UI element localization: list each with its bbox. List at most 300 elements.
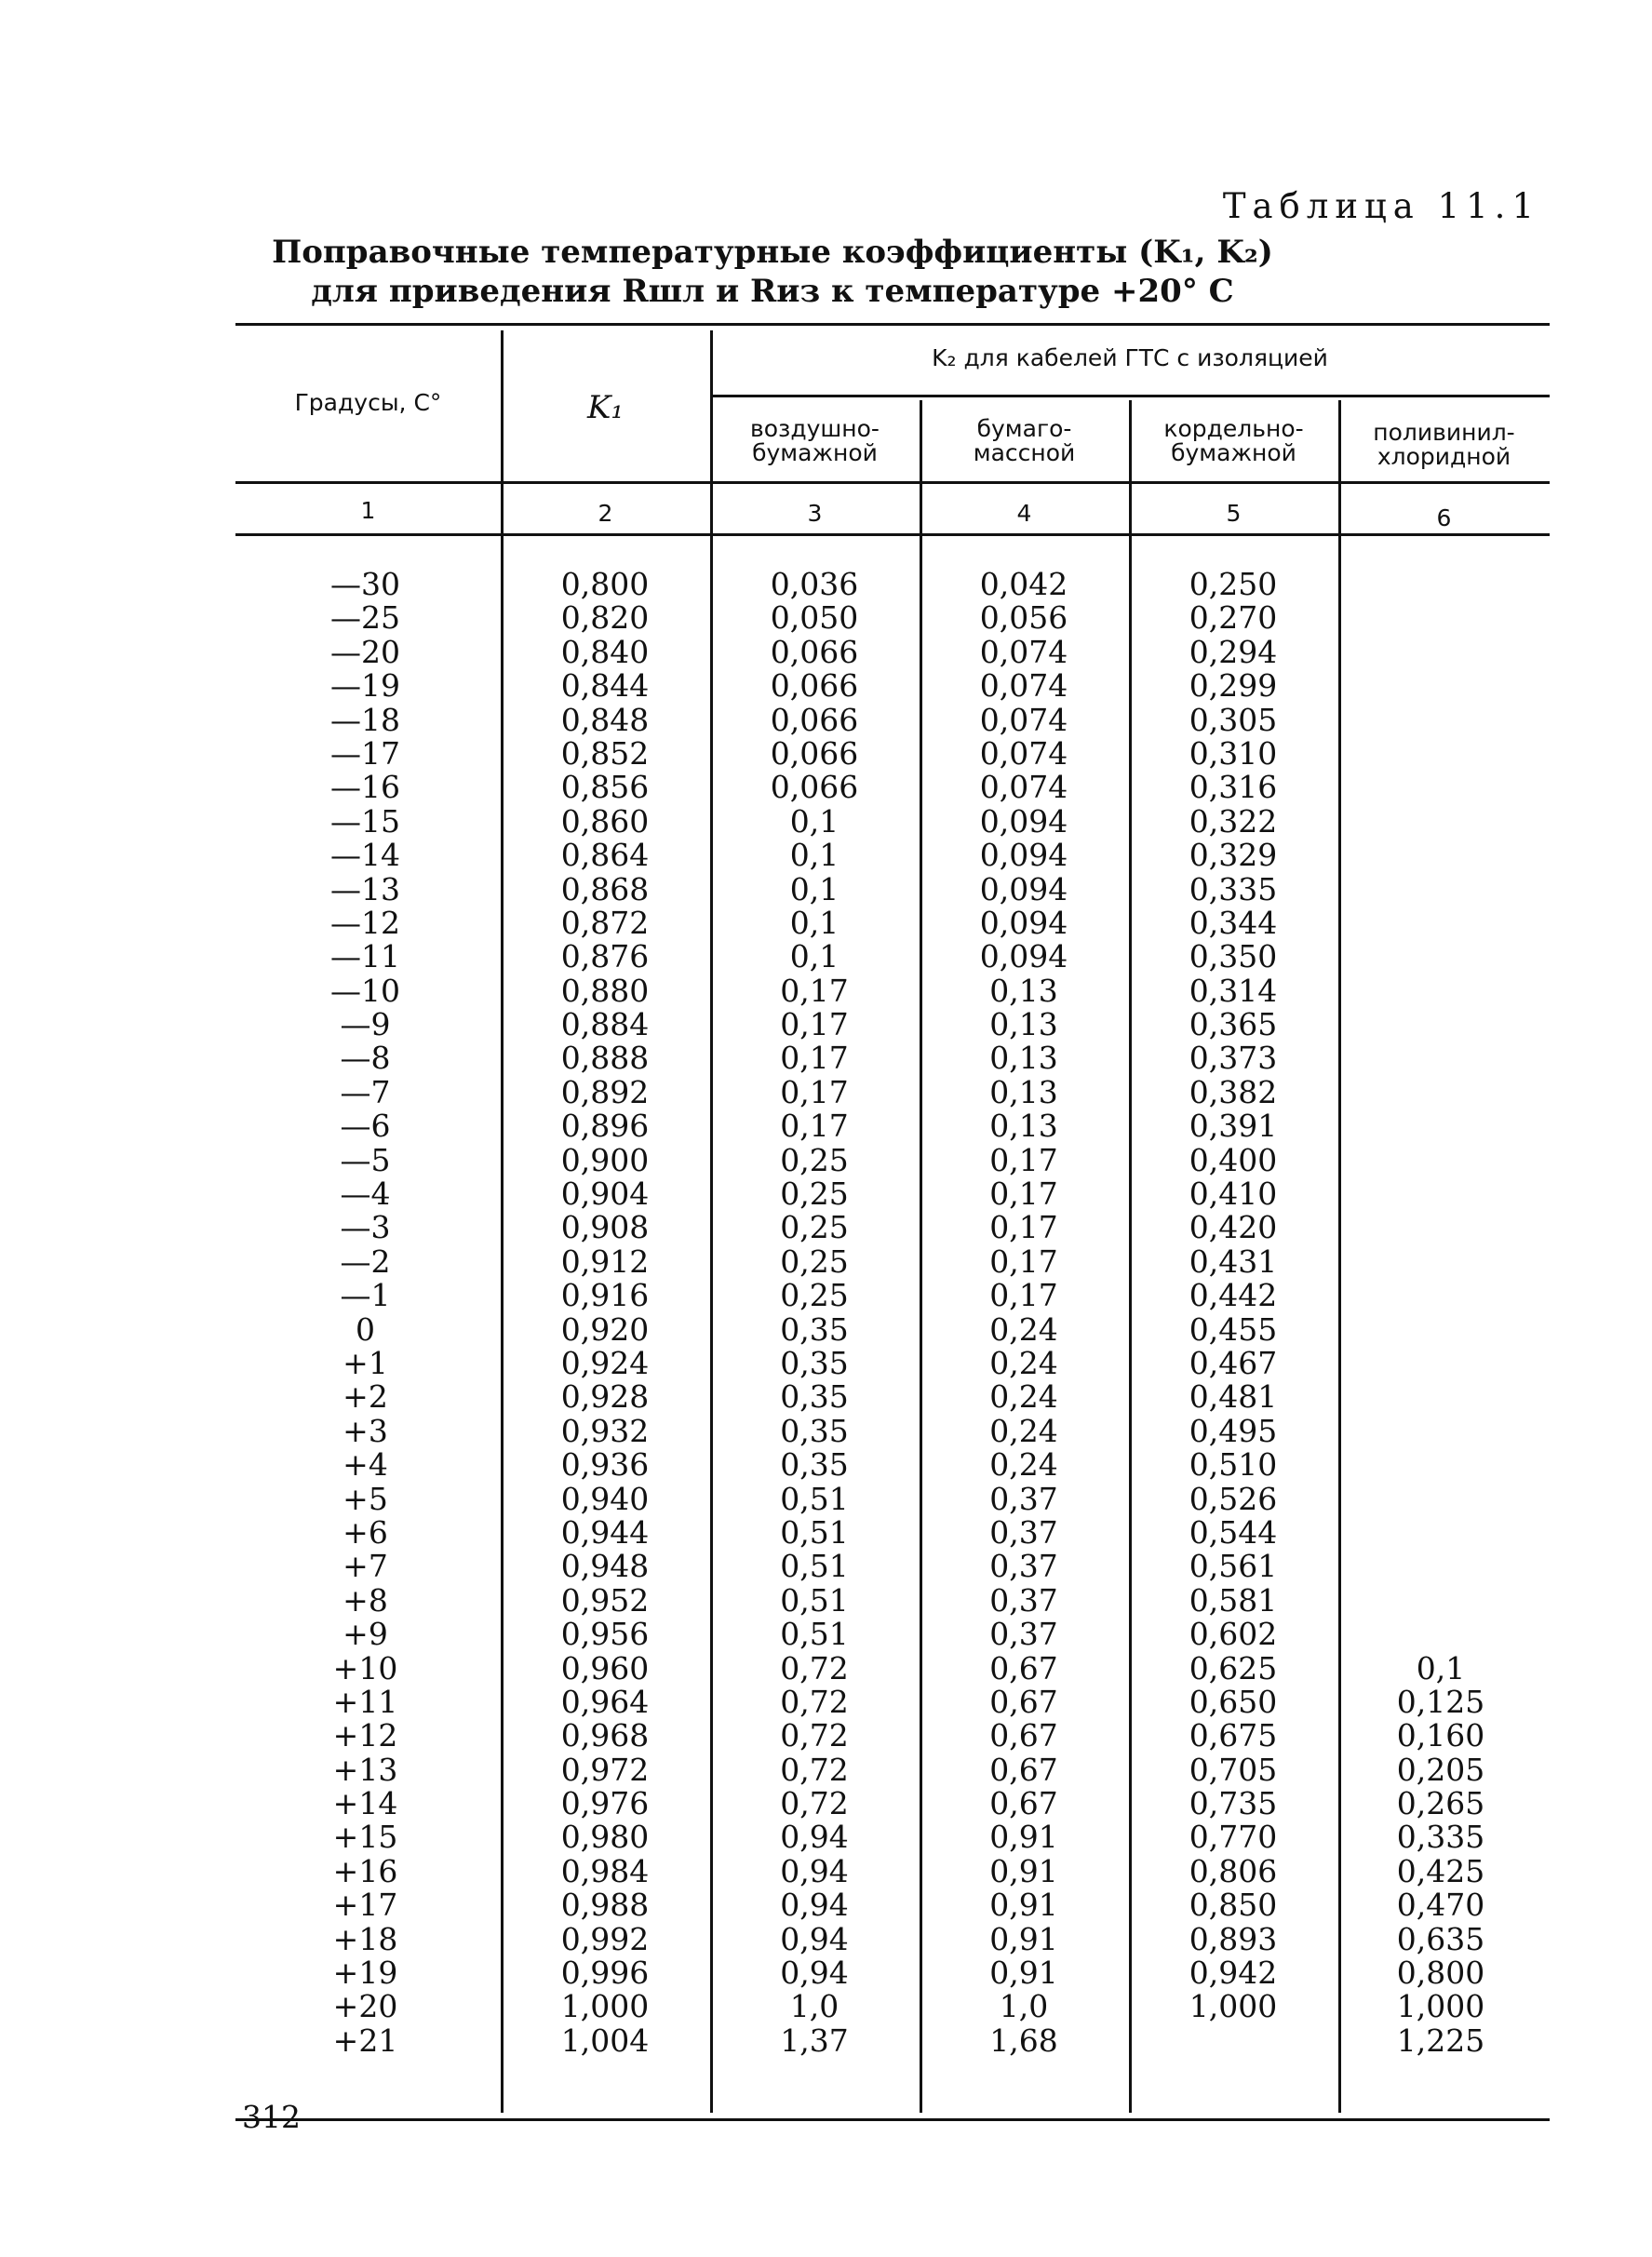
table-cell: 0,72 [780, 1683, 849, 1720]
table-cell: 0,800 [1396, 1955, 1485, 1992]
table-cell: 0,074 [979, 633, 1068, 670]
table-cell: 0,13 [989, 972, 1058, 1009]
table-cell: 0,67 [989, 1683, 1058, 1720]
table-cell: —5 [340, 1141, 391, 1178]
header-pvc [1338, 421, 1550, 469]
column-pvc [1376, 568, 1506, 2058]
header-k2-group: K₂ для кабелей ГТС с изоляцией [932, 344, 1328, 371]
divider-1 [501, 330, 504, 2113]
table-cell: 0,17 [780, 1108, 849, 1145]
table-cell: 0,581 [1189, 1581, 1278, 1619]
table-cell: 0,094 [979, 802, 1068, 840]
table-cell: 0,840 [560, 633, 650, 670]
table-cell: 0,17 [780, 1073, 849, 1110]
header-pvc-line2: хлоридной [1377, 443, 1511, 470]
table-cell: 0,908 [560, 1209, 650, 1246]
table-cell: —17 [330, 734, 400, 772]
table-cell [1376, 1279, 1506, 1312]
table-cell: 0,94 [780, 1920, 849, 1957]
table-cell: +16 [332, 1852, 398, 1889]
table-cell: 0,365 [1189, 1006, 1278, 1043]
table-cell [1376, 1211, 1506, 1244]
table-cell: 0,17 [989, 1243, 1058, 1280]
table-cell: 0,904 [560, 1176, 650, 1213]
table-cell: 0,344 [1189, 904, 1278, 941]
table-cell [1376, 601, 1506, 635]
table-cell: 0,17 [989, 1209, 1058, 1246]
table-cell: 0,1 [789, 904, 839, 941]
table-cell: 0,51 [780, 1480, 849, 1517]
table-cell: 0,467 [1189, 1344, 1278, 1381]
table-cell: 0,470 [1396, 1887, 1485, 1924]
header-paper-mass-line2: массной [973, 439, 1076, 466]
table-cell: 0,265 [1396, 1785, 1485, 1822]
table-cell: 0,996 [560, 1955, 650, 1992]
table-cell: 0,37 [989, 1513, 1058, 1551]
table-cell: —25 [330, 599, 400, 637]
table-cell: 0,442 [1189, 1277, 1278, 1314]
table-cell: 0,992 [560, 1920, 650, 1957]
table-cell: 1,37 [780, 2022, 849, 2059]
table-cell: 0,310 [1189, 734, 1278, 772]
table-cell: 0,420 [1189, 1209, 1278, 1246]
table-cell: 0,635 [1396, 1920, 1485, 1957]
table-cell: 0,800 [560, 566, 650, 602]
table-cell: +8 [342, 1581, 388, 1619]
divider-4 [1129, 400, 1132, 2113]
table-cell [1376, 771, 1506, 804]
table-cell: 0,888 [560, 1040, 650, 1077]
table-cell [1376, 974, 1506, 1008]
table-cell: 0,13 [989, 1108, 1058, 1145]
table-cell: 0,270 [1189, 599, 1278, 637]
table-cell: 0,13 [989, 1073, 1058, 1110]
table-cell: 0,35 [780, 1412, 849, 1449]
table-cell: 0,25 [780, 1141, 849, 1178]
column-cord-paper [1168, 568, 1298, 2058]
table-cell [1376, 1618, 1506, 1651]
table-cell: 0,625 [1189, 1649, 1278, 1686]
table-cell: —12 [330, 904, 400, 941]
table-cell: —9 [340, 1006, 391, 1043]
table-cell: 0,056 [979, 599, 1068, 637]
table-cell: 0,650 [1189, 1683, 1278, 1720]
table-cell: —15 [330, 802, 400, 840]
table-cell: +13 [332, 1751, 398, 1788]
table-cell: 0,13 [989, 1006, 1058, 1043]
table-cell: 0,67 [989, 1717, 1058, 1754]
table-cell: 0,250 [1189, 566, 1278, 602]
table-cell: +19 [332, 1955, 398, 1992]
table-cell: 0,25 [780, 1176, 849, 1213]
table-cell: 0,51 [780, 1581, 849, 1619]
table-cell: 0,770 [1189, 1819, 1278, 1856]
table-cell: 0,1 [1416, 1649, 1466, 1686]
table-cell: 0,67 [989, 1785, 1058, 1822]
table-cell: 0,410 [1189, 1176, 1278, 1213]
table-cell: 0,526 [1189, 1480, 1278, 1517]
table-cell: 0,35 [780, 1378, 849, 1416]
table-cell: —3 [340, 1209, 391, 1246]
header-cord-paper [1129, 417, 1338, 465]
table-cell: 0 [356, 1310, 375, 1348]
table-cell: —16 [330, 769, 400, 806]
table-cell: 0,125 [1396, 1683, 1485, 1720]
rule-top [235, 323, 1550, 326]
table-cell: +15 [332, 1819, 398, 1856]
table-cell: +17 [332, 1887, 398, 1924]
table-cell: 0,916 [560, 1277, 650, 1314]
table-cell: 0,924 [560, 1344, 650, 1381]
table-cell [1376, 805, 1506, 839]
header-air-paper [710, 417, 920, 465]
table-cell: 0,912 [560, 1243, 650, 1280]
table-cell: 0,37 [989, 1480, 1058, 1517]
header-cord-paper-line2: бумажной [1171, 439, 1296, 466]
table-cell: +9 [342, 1616, 388, 1653]
table-cell: 0,91 [989, 1887, 1058, 1924]
table-cell: +21 [332, 2022, 398, 2059]
table-cell: 0,1 [789, 870, 839, 907]
table-cell [1376, 907, 1506, 940]
table-cell: 0,066 [770, 633, 859, 670]
table-cell [1376, 1313, 1506, 1347]
table-cell [1376, 1584, 1506, 1618]
divider-2 [710, 330, 713, 2113]
table-cell: 0,036 [770, 566, 859, 602]
table-cell: 0,066 [770, 701, 859, 738]
table-cell: 0,675 [1189, 1717, 1278, 1754]
table-cell: 0,920 [560, 1310, 650, 1348]
table-cell [1376, 1144, 1506, 1177]
table-cell: 0,17 [780, 1006, 849, 1043]
table-cell: +7 [342, 1548, 388, 1585]
table-cell: 1,000 [1396, 1988, 1485, 2025]
table-cell: 0,72 [780, 1785, 849, 1822]
page-number: 312 [242, 2099, 301, 2135]
table-cell [1376, 1347, 1506, 1380]
table-cell: 0,382 [1189, 1073, 1278, 1110]
table-cell: 0,735 [1189, 1785, 1278, 1822]
table-cell: 0,51 [780, 1513, 849, 1551]
table-cell: 0,1 [789, 802, 839, 840]
rule-bottom [235, 2118, 1550, 2121]
divider-5 [1338, 400, 1341, 2113]
table-cell [1376, 1041, 1506, 1075]
table-cell: 0,24 [989, 1344, 1058, 1381]
table-cell: 0,94 [780, 1955, 849, 1992]
table-cell: 0,1 [789, 938, 839, 975]
table-cell [1376, 1380, 1506, 1414]
column-paper-mass [959, 568, 1089, 2058]
table-cell: 0,37 [989, 1581, 1058, 1619]
table-cell: 0,13 [989, 1040, 1058, 1077]
table-cell: 0,980 [560, 1819, 650, 1856]
table-cell: 0,940 [560, 1480, 650, 1517]
column-number-4: 4 [1016, 500, 1032, 527]
table-cell: 0,960 [560, 1649, 650, 1686]
table-cell: 1,000 [560, 1988, 650, 2025]
table-cell: 0,806 [1189, 1852, 1278, 1889]
table-cell: +10 [332, 1649, 398, 1686]
table-cell: 0,510 [1189, 1446, 1278, 1484]
table-cell [1376, 1008, 1506, 1041]
table-cell [1376, 1245, 1506, 1279]
table-cell: 0,335 [1396, 1819, 1485, 1856]
table-cell [1376, 839, 1506, 872]
header-air-paper-line1: воздушно- [750, 415, 880, 442]
table-cell [1376, 704, 1506, 737]
table-cell: 0,892 [560, 1073, 650, 1110]
table-caption [233, 233, 1312, 311]
table-cell [1376, 568, 1506, 601]
table-cell: —30 [330, 566, 400, 602]
column-degrees [307, 568, 423, 2058]
table-cell [1376, 737, 1506, 771]
table-cell: 0,956 [560, 1616, 650, 1653]
table-cell: +6 [342, 1513, 388, 1551]
table-cell: 0,942 [1189, 1955, 1278, 1992]
table-cell: 0,066 [770, 769, 859, 806]
table-cell: 0,91 [989, 1852, 1058, 1889]
divider-3 [920, 400, 922, 2113]
table-cell: 0,094 [979, 837, 1068, 874]
table-cell: 0,094 [979, 938, 1068, 975]
table-cell: 0,35 [780, 1344, 849, 1381]
table-cell: 0,94 [780, 1887, 849, 1924]
table-cell: —18 [330, 701, 400, 738]
table-cell [1376, 1109, 1506, 1143]
table-cell: —19 [330, 667, 400, 705]
table-cell [1376, 1076, 1506, 1109]
table-cell: 1,0 [789, 1988, 839, 2025]
table-cell: 0,074 [979, 701, 1068, 738]
table-cell: 0,51 [780, 1616, 849, 1653]
table-cell [1376, 1448, 1506, 1482]
table-cell: —13 [330, 870, 400, 907]
table-cell [1168, 2024, 1298, 2058]
column-number-6: 6 [1436, 504, 1452, 531]
table-cell: 0,391 [1189, 1108, 1278, 1145]
header-air-paper-line2: бумажной [752, 439, 878, 466]
table-cell: 0,91 [989, 1920, 1058, 1957]
table-cell: 0,94 [780, 1852, 849, 1889]
table-cell: 0,705 [1189, 1751, 1278, 1788]
table-cell [1376, 1415, 1506, 1448]
table-cell: —20 [330, 633, 400, 670]
table-cell: 0,976 [560, 1785, 650, 1822]
table-cell [1376, 636, 1506, 669]
table-cell: 0,205 [1396, 1751, 1485, 1788]
table-cell [1376, 873, 1506, 907]
table-cell: 0,400 [1189, 1141, 1278, 1178]
header-paper-mass-line1: бумаго- [976, 415, 1072, 442]
table-cell: 0,964 [560, 1683, 650, 1720]
table-cell: 0,495 [1189, 1412, 1278, 1449]
table-cell: 0,94 [780, 1819, 849, 1856]
table-cell: 0,042 [979, 566, 1068, 602]
rule-header-bottom [235, 481, 1550, 484]
table-cell: 0,335 [1189, 870, 1278, 907]
table-cell: 0,350 [1189, 938, 1278, 975]
table-cell: 0,876 [560, 938, 650, 975]
table-cell: 0,928 [560, 1378, 650, 1416]
table-cell: 0,24 [989, 1446, 1058, 1484]
rule-group-under [710, 395, 1550, 397]
table-cell: —8 [340, 1040, 391, 1077]
table-cell: —10 [330, 972, 400, 1009]
table-cell [1376, 1516, 1506, 1550]
table-cell: 0,17 [780, 972, 849, 1009]
table-cell: 0,481 [1189, 1378, 1278, 1416]
table-cell: 0,094 [979, 870, 1068, 907]
table-cell: 0,864 [560, 837, 650, 874]
table-cell: 0,322 [1189, 802, 1278, 840]
table-cell: 0,329 [1189, 837, 1278, 874]
table-cell: 0,25 [780, 1243, 849, 1280]
table-cell: —14 [330, 837, 400, 874]
table-cell: 1,000 [1189, 1988, 1278, 2025]
table-cell: 0,988 [560, 1887, 650, 1924]
table-cell: 0,074 [979, 734, 1068, 772]
table-cell: 0,820 [560, 599, 650, 637]
table-cell [1376, 1550, 1506, 1583]
table-cell: 0,51 [780, 1548, 849, 1585]
table-cell: —1 [340, 1277, 391, 1314]
table-cell: 1,68 [989, 2022, 1058, 2059]
table-cell: 0,844 [560, 667, 650, 705]
table-cell: 0,561 [1189, 1548, 1278, 1585]
table-cell: 0,852 [560, 734, 650, 772]
table-cell: 0,880 [560, 972, 650, 1009]
table-cell: 0,25 [780, 1209, 849, 1246]
table-cell: 0,544 [1189, 1513, 1278, 1551]
table-cell: 0,860 [560, 802, 650, 840]
table-cell: 0,160 [1396, 1717, 1485, 1754]
table-cell: +3 [342, 1412, 388, 1449]
table-cell: 0,602 [1189, 1616, 1278, 1653]
table-label: Таблица 11.1 [1222, 186, 1540, 226]
table-cell: 0,944 [560, 1513, 650, 1551]
table-cell: +1 [342, 1344, 388, 1381]
column-number-3: 3 [807, 500, 823, 527]
table-cell: 0,050 [770, 599, 859, 637]
column-k1 [540, 568, 670, 2058]
table-cell: 0,35 [780, 1446, 849, 1484]
table-cell: +14 [332, 1785, 398, 1822]
header-cord-paper-line1: кордельно- [1163, 415, 1304, 442]
table-cell: +20 [332, 1988, 398, 2025]
table-cell: 0,936 [560, 1446, 650, 1484]
table-cell: +11 [332, 1683, 398, 1720]
table-cell: 0,074 [979, 667, 1068, 705]
table-cell: 0,094 [979, 904, 1068, 941]
column-number-5: 5 [1226, 500, 1242, 527]
table-cell: —7 [340, 1073, 391, 1110]
table-cell: 0,848 [560, 701, 650, 738]
table-cell: 0,074 [979, 769, 1068, 806]
table-cell: +2 [342, 1378, 388, 1416]
table-cell: 1,004 [560, 2022, 650, 2059]
table-cell: 0,72 [780, 1649, 849, 1686]
table-cell: 0,17 [989, 1277, 1058, 1314]
table-cell: —4 [340, 1176, 391, 1213]
header-paper-mass [920, 417, 1129, 465]
table-cell: 0,066 [770, 667, 859, 705]
table-cell: 0,884 [560, 1006, 650, 1043]
table-cell: +4 [342, 1446, 388, 1484]
table-cell: 0,294 [1189, 633, 1278, 670]
table-cell: 0,455 [1189, 1310, 1278, 1348]
table-cell: —6 [340, 1108, 391, 1145]
table-cell: 0,872 [560, 904, 650, 941]
table-cell: 0,968 [560, 1717, 650, 1754]
table-cell: 0,314 [1189, 972, 1278, 1009]
table-cell: 0,305 [1189, 701, 1278, 738]
table-cell: 0,91 [989, 1819, 1058, 1856]
table-cell: 0,948 [560, 1548, 650, 1585]
rule-colnum-bottom [235, 533, 1550, 536]
table-cell: 0,868 [560, 870, 650, 907]
table-cell: 0,67 [989, 1649, 1058, 1686]
table-cell: 0,24 [989, 1412, 1058, 1449]
table-cell: 0,316 [1189, 769, 1278, 806]
column-air-paper [749, 568, 880, 2058]
header-k1: K₁ [586, 389, 625, 426]
table-cell: 0,67 [989, 1751, 1058, 1788]
table-cell: 0,17 [989, 1141, 1058, 1178]
table-cell: 0,893 [1189, 1920, 1278, 1957]
header-pvc-line1: поливинил- [1373, 419, 1515, 446]
table-cell: +5 [342, 1480, 388, 1517]
table-cell: 0,1 [789, 837, 839, 874]
table-cell: 0,24 [989, 1378, 1058, 1416]
table-cell: 0,850 [1189, 1887, 1278, 1924]
table-cell: 1,0 [999, 1988, 1049, 2025]
table-cell: 0,37 [989, 1616, 1058, 1653]
table-cell: +12 [332, 1717, 398, 1754]
caption-line-1: Поправочные температурные коэффициенты (K₁, K₂) [272, 234, 1273, 271]
table-cell: 0,299 [1189, 667, 1278, 705]
table-cell: +18 [332, 1920, 398, 1957]
table-cell [1376, 1483, 1506, 1516]
table-cell: 0,900 [560, 1141, 650, 1178]
table-cell [1376, 940, 1506, 974]
table-cell: 0,37 [989, 1548, 1058, 1585]
column-number-2: 2 [598, 500, 613, 527]
table-cell: —2 [340, 1243, 391, 1280]
table-cell: 0,066 [770, 734, 859, 772]
table-cell: 0,91 [989, 1955, 1058, 1992]
caption-line-2: для приведения Rшл и Rиз к температуре +20° С [311, 273, 1234, 310]
table-cell: 0,373 [1189, 1040, 1278, 1077]
table-cell: 0,24 [989, 1310, 1058, 1348]
table-cell: 0,972 [560, 1751, 650, 1788]
table-cell: 0,17 [780, 1040, 849, 1077]
table-cell: —11 [330, 938, 400, 975]
table-cell: 1,225 [1396, 2022, 1485, 2059]
table-cell: 0,35 [780, 1310, 849, 1348]
header-degrees: Градусы, С° [294, 389, 442, 416]
table-cell: 0,984 [560, 1852, 650, 1889]
table-cell: 0,425 [1396, 1852, 1485, 1889]
column-number-1: 1 [360, 497, 376, 524]
table-cell: 0,952 [560, 1581, 650, 1619]
table-cell: 0,431 [1189, 1243, 1278, 1280]
table-cell: 0,932 [560, 1412, 650, 1449]
table-cell: 0,72 [780, 1717, 849, 1754]
table-cell [1376, 669, 1506, 703]
